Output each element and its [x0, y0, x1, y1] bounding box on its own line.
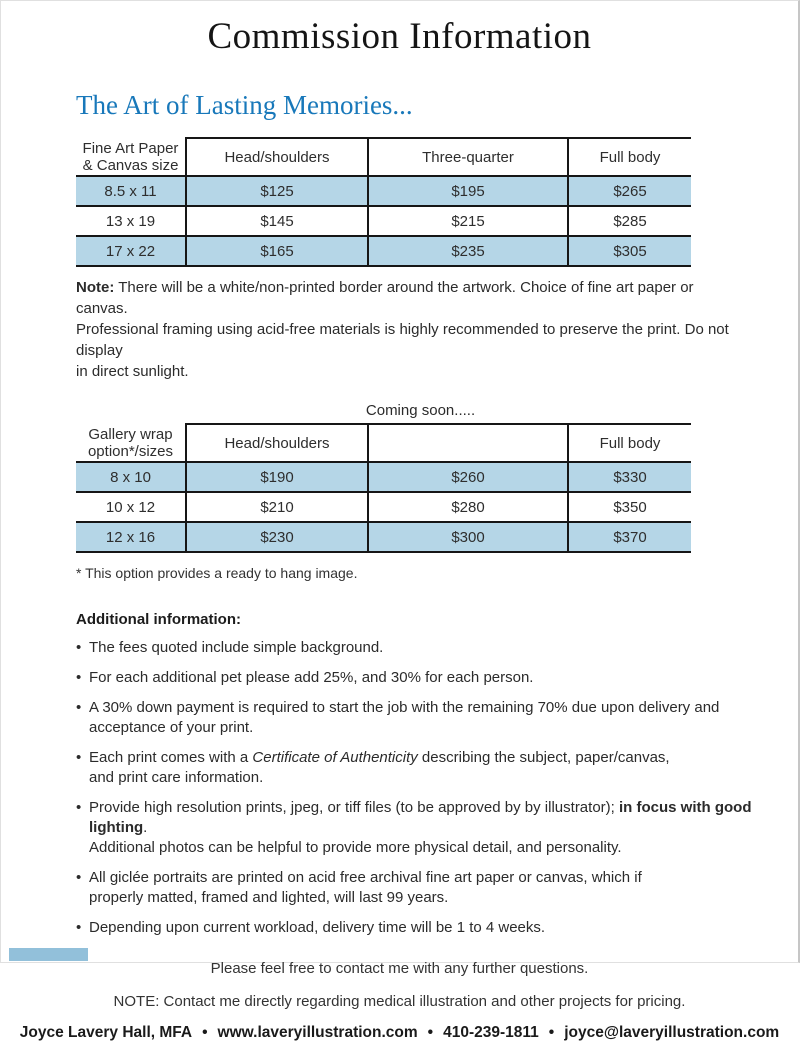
- decorative-bar: [9, 948, 88, 961]
- contact-footer: [1, 1024, 798, 1042]
- bullet-icon: •: [76, 749, 82, 766]
- table1-corner-label: Fine Art Paper & Canvas size: [76, 138, 186, 176]
- table-header-row: [76, 424, 691, 462]
- bullet-separator-icon: •: [548, 1024, 555, 1041]
- price-cell: $230: [186, 522, 368, 552]
- bullet-icon: •: [76, 869, 82, 886]
- price-cell: $215: [368, 206, 568, 236]
- column-header-full-body: Full body: [568, 138, 691, 176]
- table2-corner-label: Gallery wrap option*/sizes: [76, 424, 186, 462]
- bullet-separator-icon: •: [427, 1024, 434, 1041]
- price-cell: $305: [568, 236, 691, 266]
- list-item: • Depending upon current workload, delivery time will be 1 to 4 weeks.: [76, 919, 546, 936]
- gallery-wrap-price-table: [76, 423, 691, 553]
- price-cell: $350: [568, 492, 691, 522]
- price-cell: $195: [368, 176, 568, 206]
- emphasis-text: in focus with good lighting: [89, 799, 752, 836]
- list-item: • Each print comes with a Certificate of Authenticity describing the subject, paper/canvas, and print care information.: [76, 749, 670, 786]
- table-row: [76, 206, 691, 236]
- price-cell: $125: [186, 176, 368, 206]
- list-item: • The fees quoted include simple background.: [76, 639, 384, 656]
- column-header-three-quarter: Three-quarter: [368, 138, 568, 176]
- size-cell: 8 x 10: [76, 462, 186, 492]
- size-cell: 17 x 22: [76, 236, 186, 266]
- price-cell: $370: [568, 522, 691, 552]
- artist-name: Joyce Lavery Hall, MFA: [19, 1024, 193, 1041]
- size-cell: 10 x 12: [76, 492, 186, 522]
- coming-soon-caption: Coming soon.....: [365, 402, 476, 419]
- bullet-icon: •: [76, 799, 82, 816]
- list-item: • Provide high resolution prints, jpeg, or tiff files (to be approved by by illustrator); in focus with good lighting. Additional photos can be helpful to provide more physical detail, and personality.: [76, 799, 752, 856]
- email-link[interactable]: joyce@laveryillustration.com: [564, 1024, 780, 1041]
- price-cell: $330: [568, 462, 691, 492]
- list-item: • All giclée portraits are printed on acid free archival fine art paper or canvas, which if properly matted, framed and lighted, will last 99 years.: [76, 869, 642, 906]
- bullet-separator-icon: •: [202, 1024, 208, 1041]
- price-cell: $265: [568, 176, 691, 206]
- gallery-wrap-footnote: * This option provides a ready to hang image.: [76, 565, 358, 581]
- certificate-title: Certificate of Authenticity: [252, 749, 418, 766]
- bullet-icon: •: [76, 669, 82, 686]
- bullet-icon: •: [76, 919, 82, 936]
- column-header-head-shoulders: Head/shoulders: [186, 138, 368, 176]
- table-row: [76, 462, 691, 492]
- table-row: [76, 236, 691, 266]
- price-cell: $145: [186, 206, 368, 236]
- phone-number: 410-239-1811: [443, 1024, 539, 1041]
- price-cell: $165: [186, 236, 368, 266]
- table-row: [76, 522, 691, 552]
- size-cell: 8.5 x 11: [76, 176, 186, 206]
- column-header-empty: [368, 424, 568, 462]
- price-cell: $300: [368, 522, 568, 552]
- price-cell: $210: [186, 492, 368, 522]
- paper-canvas-price-table: [76, 137, 691, 267]
- column-header-full-body: Full body: [568, 424, 691, 462]
- bullet-icon: •: [76, 639, 82, 656]
- price-cell: $280: [368, 492, 568, 522]
- price-cell: $260: [368, 462, 568, 492]
- table-row: [76, 176, 691, 206]
- medical-illustration-note: NOTE: Contact me directly regarding medical illustration and other projects for pricing.: [113, 993, 686, 1010]
- size-cell: 13 x 19: [76, 206, 186, 236]
- table-row: [76, 492, 691, 522]
- size-cell: 12 x 16: [76, 522, 186, 552]
- website-link[interactable]: www.laveryillustration.com: [217, 1024, 418, 1041]
- section-heading: The Art of Lasting Memories...: [76, 90, 413, 120]
- additional-info-heading: Additional information:: [76, 611, 241, 628]
- table-header-row: [76, 138, 691, 176]
- page-title: Commission Information: [207, 16, 592, 57]
- list-item: • A 30% down payment is required to start the job with the remaining 70% due upon delivery and acceptance of your print.: [76, 699, 720, 736]
- price-cell: $190: [186, 462, 368, 492]
- price-cell: $285: [568, 206, 691, 236]
- price-cell: $235: [368, 236, 568, 266]
- column-header-head-shoulders: Head/shoulders: [186, 424, 368, 462]
- list-item: • For each additional pet please add 25%, and 30% for each person.: [76, 669, 534, 686]
- note-label: Note:: [76, 279, 115, 296]
- additional-info-list: [76, 638, 756, 938]
- contact-invitation: Please feel free to contact me with any further questions.: [210, 960, 589, 977]
- bullet-icon: •: [76, 699, 82, 716]
- note-paragraph: Note: There will be a white/non-printed border around the artwork. Choice of fine art paper or canvas. Professional framing using acid-free materials is highly recommended to preserve the print. Do not display in direct sunlight.: [76, 279, 729, 380]
